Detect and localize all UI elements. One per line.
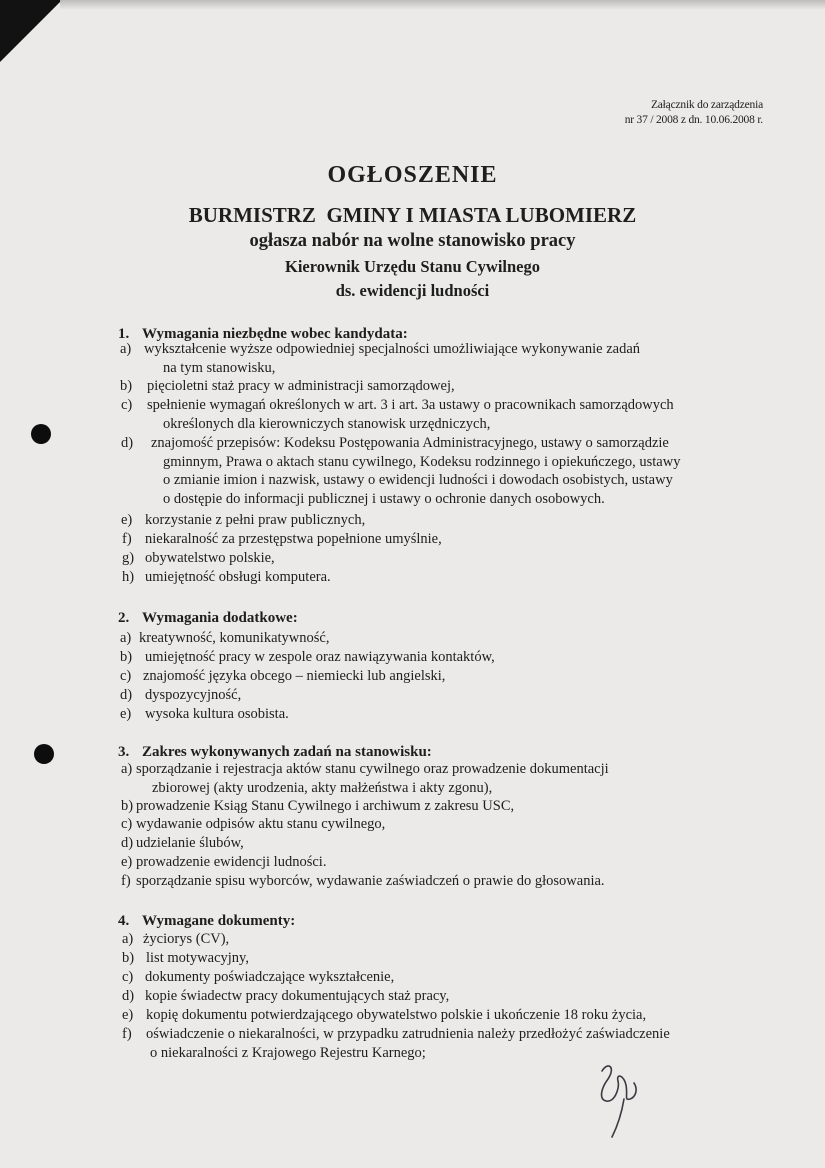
section-number: 1. (118, 326, 130, 342)
folded-corner (0, 0, 62, 62)
list-item-marker: a) (120, 341, 132, 357)
list-item-marker: d) (120, 687, 133, 703)
list-item-marker: b) (120, 378, 133, 394)
section-number: 2. (118, 610, 130, 626)
list-item-marker: a) (120, 630, 132, 646)
list-item-text: zbiorowej (akty urodzenia, akty małżeństwa i akty zgonu), (152, 779, 493, 796)
list-item-text: niekaralność za przestępstwa popełnione umyślnie, (145, 531, 442, 547)
list-item-text: o zmianie imion i nazwisk, ustawy o ewidencji ludności i dowodach osobistych, ustawy (163, 472, 673, 488)
list-item-marker: d) (121, 835, 134, 851)
list-item-text: określonych dla kierowniczych stanowisk urzędniczych, (163, 415, 491, 432)
list-item-text: list motywacyjny, (146, 950, 249, 966)
list-item-text: kopie świadectw pracy dokumentujących staż pracy, (145, 988, 450, 1004)
department-heading: ds. ewidencji ludności (335, 281, 490, 300)
list-item-text: gminnym, Prawa o aktach stanu cywilnego, Kodeksu rodzinnego i opiekuńczego, ustawy (163, 453, 681, 470)
list-item-marker: c) (121, 816, 133, 832)
document-title: OGŁOSZENIE (327, 162, 498, 188)
list-item-text: wydawanie odpisów aktu stanu cywilnego, (136, 816, 386, 832)
list-item-marker: c) (121, 397, 133, 413)
list-item-marker: e) (122, 1007, 134, 1023)
list-item-marker: c) (122, 969, 134, 985)
list-item-marker: b) (122, 950, 135, 966)
list-item-text: prowadzenie ewidencji ludności. (136, 854, 327, 870)
section-heading (118, 744, 432, 761)
list-item-text: dyspozycyjność, (145, 687, 242, 703)
position-heading: Kierownik Urzędu Stanu Cywilnego (284, 257, 540, 276)
list-item-marker: b) (121, 798, 134, 814)
section-title: Zakres wykonywanych zadań na stanowisku: (142, 744, 432, 760)
section-heading (118, 913, 295, 930)
list-item-text: oświadczenie o niekaralności, w przypadku zatrudnienia należy przedłożyć zaświadczenie (146, 1026, 670, 1042)
list-item-text: wysoka kultura osobista. (145, 706, 289, 722)
punch-hole (31, 424, 51, 444)
annex-line-2: nr 37 / 2008 z dn. 10.06.2008 r. (624, 114, 763, 126)
annex-line-1: Załącznik do zarządzenia (650, 99, 763, 111)
list-item-text: prowadzenie Ksiąg Stanu Cywilnego i archiwum z zakresu USC, (136, 798, 515, 814)
list-item-text: pięcioletni staż pracy w administracji samorządowej, (147, 378, 455, 394)
list-item-text: na tym stanowisku, (163, 359, 276, 376)
list-item-marker: d) (121, 435, 134, 451)
list-item-text: sporządzanie spisu wyborców, wydawanie zaświadczeń o prawie do głosowania. (136, 873, 605, 889)
list-item-text: korzystanie z pełni praw publicznych, (145, 512, 366, 528)
list-item-text: obywatelstwo polskie, (145, 550, 275, 566)
list-item-text: znajomość języka obcego – niemiecki lub angielski, (143, 668, 446, 684)
authority-heading: BURMISTRZ GMINY I MIASTA LUBOMIERZ (188, 203, 637, 227)
list-item-marker: f) (122, 1026, 132, 1042)
list-item-text: kreatywność, komunikatywność, (139, 630, 330, 646)
list-item-marker: e) (121, 854, 133, 870)
section-title: Wymagania niezbędne wobec kandydata: (142, 326, 408, 342)
section-title: Wymagane dokumenty: (142, 913, 296, 929)
handwritten-signature (594, 1055, 646, 1141)
list-item-text: umiejętność obsługi komputera. (145, 569, 331, 585)
section-number: 3. (118, 744, 130, 760)
punch-hole (34, 744, 54, 764)
list-item-marker: a) (121, 761, 133, 777)
list-item-text: dokumenty poświadczające wykształcenie, (145, 969, 395, 985)
list-item-text: kopię dokumentu potwierdzającego obywatelstwo polskie i ukończenie 18 roku życia, (146, 1007, 647, 1023)
list-item-text: sporządzanie i rejestracja aktów stanu cywilnego oraz prowadzenie dokumentacji (136, 761, 609, 777)
list-item-text: życiorys (CV), (143, 931, 230, 947)
section-number: 4. (118, 913, 130, 929)
list-item-marker: f) (122, 531, 132, 547)
list-item-marker: f) (121, 873, 131, 889)
list-item-text: spełnienie wymagań określonych w art. 3 i art. 3a ustawy o pracownikach samorządowych (147, 397, 674, 413)
list-item-text: wykształcenie wyższe odpowiedniej specjalności umożliwiające wykonywanie zadań (144, 341, 641, 357)
list-item-text: o niekaralności z Krajowego Rejestru Karnego; (150, 1044, 426, 1061)
scan-edge-shadow (60, 0, 825, 10)
list-item-marker: g) (122, 550, 135, 566)
list-item-marker: c) (120, 668, 132, 684)
list-item-marker: e) (120, 706, 132, 722)
list-item-text: znajomość przepisów: Kodeksu Postępowania Administracyjnego, ustawy o samorządzie (151, 435, 669, 451)
section-heading (118, 610, 298, 627)
list-item-marker: h) (122, 569, 135, 585)
list-item-marker: a) (122, 931, 134, 947)
list-item-text: o dostępie do informacji publicznej i ustawy o ochronie danych osobowych. (163, 490, 605, 507)
list-item-marker: b) (120, 649, 133, 665)
list-item-marker: e) (121, 512, 133, 528)
section-title: Wymagania dodatkowe: (142, 610, 298, 626)
annex-note (625, 98, 763, 128)
announcement-heading: ogłasza nabór na wolne stanowisko pracy (249, 231, 576, 251)
list-item-text: umiejętność pracy w zespole oraz nawiązywania kontaktów, (145, 649, 495, 665)
list-item-text: udzielanie ślubów, (136, 835, 244, 851)
list-item-marker: d) (122, 988, 135, 1004)
